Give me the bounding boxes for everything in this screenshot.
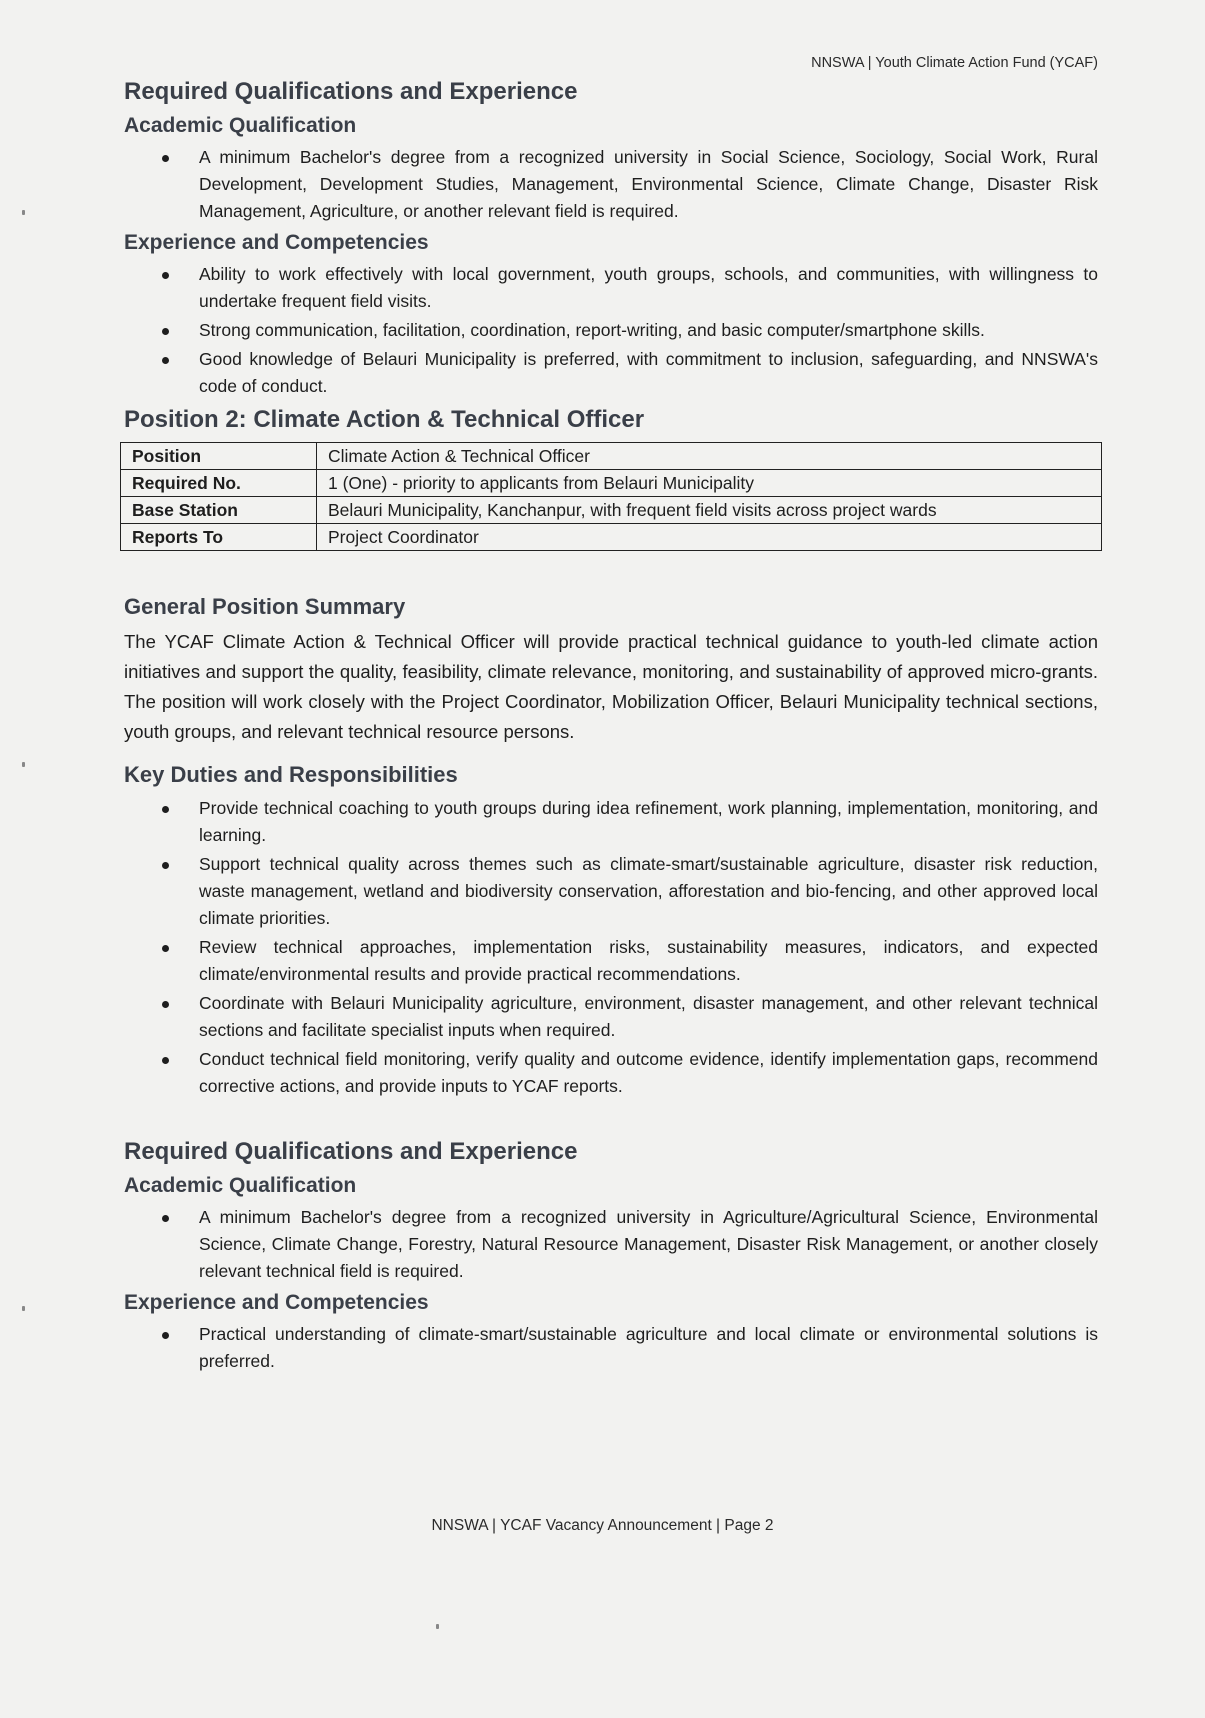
subheading-academic: Academic Qualification [124,114,357,137]
academic-list-2 [124,1204,1098,1285]
scan-speck [436,1624,439,1629]
list-item: Good knowledge of Belauri Municipality is preferred, with commitment to inclusion, safeguarding, and NNSWA's code of conduct. [124,346,1098,400]
table-row [121,470,1102,497]
scan-speck [22,1306,25,1311]
table-key: Required No. [121,470,317,497]
summary-heading: General Position Summary [124,594,406,619]
table-key: Base Station [121,497,317,524]
table-value: 1 (One) - priority to applicants from Belauri Municipality [317,470,1102,497]
experience-list-2 [124,1321,1098,1375]
list-item: Provide technical coaching to youth groups during idea refinement, work planning, implementation, monitoring, and learning. [124,795,1098,849]
list-item: Conduct technical field monitoring, verify quality and outcome evidence, identify implementation gaps, recommend corrective actions, and provide inputs to YCAF reports. [124,1046,1098,1100]
running-header: NNSWA | Youth Climate Action Fund (YCAF) [811,55,1098,71]
table-key: Position [121,443,317,470]
page-footer: NNSWA | YCAF Vacancy Announcement | Page 2 [431,1517,774,1534]
list-item: Practical understanding of climate-smart/sustainable agriculture and local climate or environmental solutions is preferred. [124,1321,1098,1375]
list-item: A minimum Bachelor's degree from a recognized university in Agriculture/Agricultural Science, Environmental Science, Climate Change, Forestry, Natural Resource Management, Disaster Risk Management, or another closely relevant technical field is required. [124,1204,1098,1285]
section-heading-qualifications-2: Required Qualifications and Experience [124,1138,578,1165]
scan-speck [22,210,25,215]
section-heading-qualifications: Required Qualifications and Experience [124,78,578,105]
list-item: A minimum Bachelor's degree from a recognized university in Social Science, Sociology, Social Work, Rural Development, Development Studies, Management, Environmental Science, Climate Change, Disaster Risk Management, Agriculture, or another relevant field is required. [124,144,1098,225]
list-item: Ability to work effectively with local government, youth groups, schools, and communities, with willingness to undertake frequent field visits. [124,261,1098,315]
list-item: Coordinate with Belauri Municipality agriculture, environment, disaster management, and other relevant technical sections and facilitate specialist inputs when required. [124,990,1098,1044]
table-row [121,443,1102,470]
scan-speck [22,762,25,767]
table-value: Belauri Municipality, Kanchanpur, with frequent field visits across project wards [317,497,1102,524]
list-item: Review technical approaches, implementation risks, sustainability measures, indicators, and expected climate/environmental results and provide practical recommendations. [124,934,1098,988]
list-item: Support technical quality across themes such as climate-smart/sustainable agriculture, disaster risk reduction, waste management, wetland and biodiversity conservation, afforestation and bio-fencing, and other approved local climate priorities. [124,851,1098,932]
table-value: Project Coordinator [317,524,1102,551]
subheading-experience: Experience and Competencies [124,231,429,254]
academic-list [124,144,1098,225]
duties-list [124,795,1098,1100]
table-key: Reports To [121,524,317,551]
subheading-academic-2: Academic Qualification [124,1174,357,1197]
page-content [124,74,1098,1377]
table-value: Climate Action & Technical Officer [317,443,1102,470]
table-row [121,497,1102,524]
subheading-experience-2: Experience and Competencies [124,1291,429,1314]
summary-text: The YCAF Climate Action & Technical Officer will provide practical technical guidance to youth-led climate action initiatives and support the quality, feasibility, climate relevance, monitoring, and sustainability of approved micro-grants. The position will work closely with the Project Coordinator, Mobilization Officer, Belauri Municipality technical sections, youth groups, and relevant technical resource persons. [124,631,1098,742]
table-row [121,524,1102,551]
position-table [120,442,1102,551]
duties-heading: Key Duties and Responsibilities [124,762,458,787]
position-heading: Position 2: Climate Action & Technical Officer [124,406,645,433]
experience-list [124,261,1098,400]
list-item: Strong communication, facilitation, coordination, report-writing, and basic computer/smartphone skills. [124,317,1098,344]
